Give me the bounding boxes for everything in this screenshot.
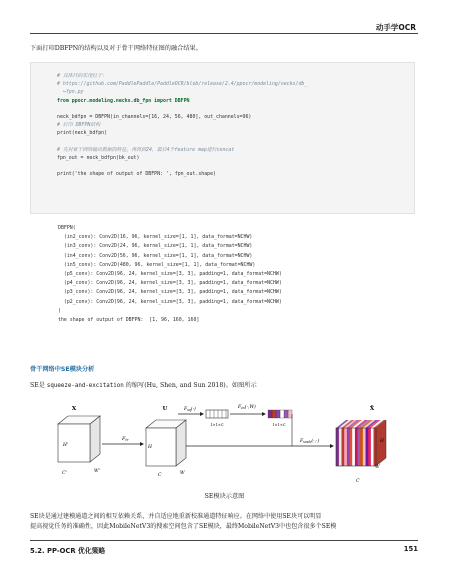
section-title: 骨干网络中SE模块分析 (30, 366, 95, 373)
output-channel-stripe (336, 428, 339, 466)
excitation-weight (288, 410, 292, 418)
output-line: (in3_conv): Conv2D(24, 96, kernel_size=[1, 1], data_format=NCHW) (58, 243, 253, 250)
body-line-1: SE块是通过建模通道之间的相互依赖关系，并自适应地重新校准通道特征响应。在网络中使用SE块可以明显 (30, 513, 322, 520)
label-c3: C (356, 479, 360, 484)
label-h3: H (380, 439, 384, 444)
code-line: from ppocr.modeling.necks.db_fpn import DBFPN (57, 97, 190, 104)
squeeze-vector (206, 410, 228, 427)
label-w1: W' (94, 469, 100, 474)
footer-section-title: 5.2. PP-OCR 优化策略 (30, 547, 106, 555)
code-line: neck_bdfpn = DBFPN(in_channels=[16, 24, 56, 480], out_channels=96) (57, 113, 252, 120)
excitation-weight (280, 410, 284, 418)
output-line: DBFPN( (58, 225, 76, 231)
output-channel-stripe (349, 428, 352, 466)
output-channel-stripe (339, 428, 342, 466)
output-line: (in4_conv): Conv2D(56, 96, kernel_size=[1, 1], data_format=NCHW) (58, 252, 253, 259)
label-h2: H (148, 445, 152, 450)
code-line (57, 138, 414, 146)
code-line: ↪fpn.py (57, 89, 84, 96)
se-block-diagram (30, 402, 420, 486)
label-u: U (162, 406, 168, 412)
output-line: (in2_conv): Conv2D(16, 96, kernel_size=[1, 1], data_format=NCHW) (58, 234, 253, 241)
code-line: print('the shape of output of DBFPN: ', fpn_out.shape) (57, 171, 216, 178)
se-suffix: 的缩写(Hu, Shen, and Sun 2018)。如图所示 (123, 382, 257, 389)
output-channel-stripe (365, 428, 368, 466)
excitation-weight (276, 410, 280, 418)
footer-rule (30, 540, 418, 541)
excitation-weight (284, 410, 288, 418)
label-fscale: $F_{scale}(\cdot,\cdot)$ (300, 439, 320, 444)
output-channel-stripe (371, 428, 374, 466)
se-intro-line (30, 380, 257, 389)
se-prefix: SE是 (30, 382, 47, 389)
output-line: ) (58, 307, 61, 314)
output-channel-stripe (352, 428, 355, 466)
code-line (57, 105, 414, 113)
code-line: # 打印 DBFPN结构 (57, 122, 101, 129)
arrow-head-transform (140, 442, 144, 446)
label-fex: $F_{ex}(\cdot,W)$ (238, 405, 256, 410)
output-line: (in5_conv): Conv2D(480, 96, kernel_size=[1, 1], data_format=NCHW) (58, 261, 256, 268)
arrow-head-excitation (262, 412, 266, 416)
output-channel-stripe (368, 428, 371, 466)
code-line: # 具体代码实现位于： (57, 73, 107, 79)
output-line: (p5_conv): Conv2D(96, 24, kernel_size=[3, 3], padding=1, data_format=NCHW) (58, 270, 282, 277)
feature-block-u (146, 406, 186, 478)
label-c2: C (158, 473, 162, 478)
figure-caption: SE模块示意图 (204, 493, 245, 500)
label-fsq: $F_{sq}(\cdot)$ (184, 407, 196, 412)
page-number: 151 (403, 545, 418, 553)
header-rule (30, 33, 418, 34)
output-channel-stripe (341, 428, 344, 466)
output-line: (p4_conv): Conv2D(96, 24, kernel_size=[3, 3], padding=1, data_format=NCHW) (58, 280, 282, 287)
input-block-x (58, 406, 100, 476)
code-line: # 先对骨干网络输出数据的特征，再将到24，最后4个feature map进行concat (57, 146, 235, 153)
body-line-2: 提高视觉任务的准确性，因此MobileNetV3的搜索空间包含了SE模块，最终MobileNetV3中也包含很多个SE模 (30, 523, 337, 530)
excitation-weight (272, 410, 276, 418)
output-channel-stripe (363, 428, 366, 466)
label-x: X (71, 406, 77, 412)
label-w2: W (180, 471, 185, 476)
intro-paragraph: 下面打印DBFPN的结构以及对于骨干网络特征图的融合结果。 (30, 45, 202, 52)
output-line: the shape of output of DBFPN: [1, 96, 160, 160] (58, 316, 200, 323)
output-channel-stripe (347, 428, 350, 466)
label-w3: W (375, 465, 380, 470)
output-channel-stripe (357, 428, 360, 466)
output-block-xtilde (336, 405, 386, 484)
output-channel-stripe (360, 428, 363, 466)
code-line (57, 162, 414, 170)
code-line: fpn_out = neck_bdfpn(bk_out) (57, 154, 140, 161)
arrow-head-squeeze (200, 412, 204, 416)
excitation-vector (268, 410, 292, 427)
output-line: (p2_conv): Conv2D(96, 24, kernel_size=[3, 3], padding=1, data_format=NCHW) (58, 298, 282, 305)
label-xtilde: X̃ (369, 406, 375, 412)
code-line: # https://github.com/PaddlePaddle/PaddleOCR/blob/release/2.4/ppocr/modeling/necks/db_ (57, 81, 308, 88)
output-block (58, 224, 282, 325)
output-channel-stripe (344, 428, 347, 466)
code-block (30, 62, 415, 214)
body-paragraph (30, 512, 422, 532)
excitation-weight (268, 410, 272, 418)
output-channel-stripe (355, 428, 358, 466)
arrow-head-scale (330, 444, 334, 448)
running-header-title: 动手学OCR (375, 23, 416, 32)
output-line: (p3_conv): Conv2D(96, 24, kernel_size=[3, 3], padding=1, data_format=NCHW) (58, 289, 282, 296)
label-c1: C' (62, 471, 67, 476)
label-vec1: 1×1×C (210, 423, 224, 427)
label-ftr: $F_{tr}$ (122, 437, 129, 443)
code-line: print(neck_bdfpn) (57, 130, 108, 137)
se-term: squeeze-and-excitation (46, 383, 124, 389)
label-vec2: 1×1×C (272, 423, 286, 427)
label-h1: H' (63, 443, 69, 448)
